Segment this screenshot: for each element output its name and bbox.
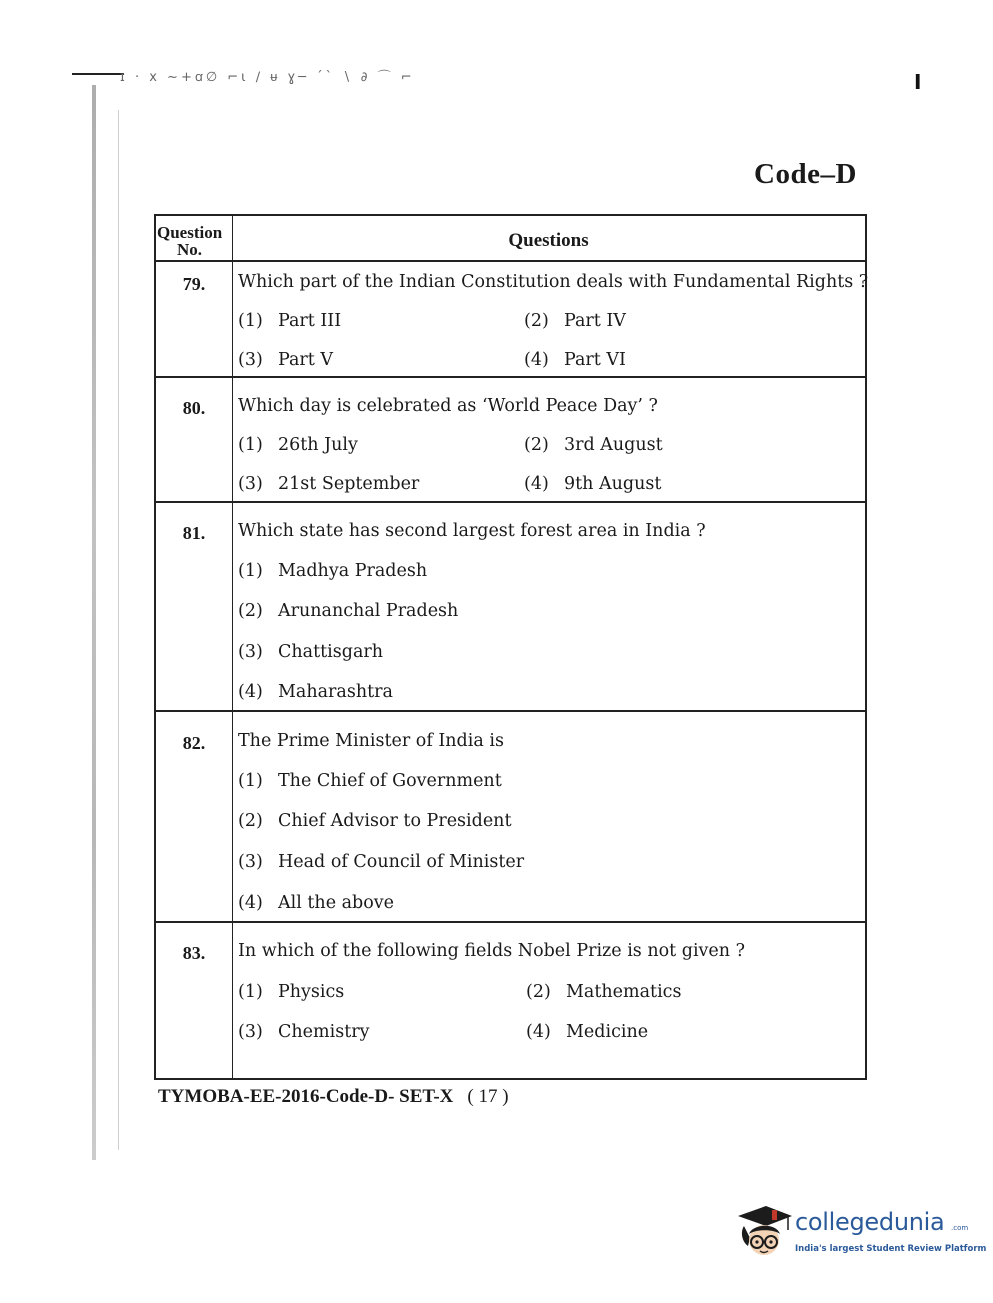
row-divider xyxy=(156,921,865,923)
option-4[interactable] xyxy=(526,1022,648,1042)
option-label: Medicine xyxy=(566,1022,649,1042)
option-number: (1) xyxy=(238,982,263,1002)
option-number: (1) xyxy=(238,435,263,455)
scan-top-rule xyxy=(72,73,124,75)
option-4[interactable] xyxy=(524,474,661,494)
option-4[interactable] xyxy=(238,893,394,913)
option-number: (1) xyxy=(238,771,263,791)
option-3[interactable] xyxy=(238,350,333,370)
row-divider xyxy=(156,501,865,503)
question-number: 82. xyxy=(182,733,206,753)
option-3[interactable] xyxy=(238,852,524,872)
page-mark: I xyxy=(914,70,922,94)
header-no-label: No. xyxy=(177,240,203,259)
option-label: Part IV xyxy=(564,311,626,331)
option-label: Chief Advisor to President xyxy=(278,811,512,831)
option-2[interactable] xyxy=(238,811,512,831)
page-footer xyxy=(158,1086,509,1108)
option-label: Chattisgarh xyxy=(278,642,384,662)
exam-code: TYMOBA-EE-2016-Code-D- SET-X xyxy=(158,1086,454,1107)
scan-binding-shadow xyxy=(92,85,96,1160)
option-number: (1) xyxy=(238,561,263,581)
question-text: The Prime Minister of India is xyxy=(238,731,504,751)
option-number: (2) xyxy=(524,311,549,331)
question-text: In which of the following fields Nobel Prize is not given ? xyxy=(238,941,745,961)
option-label: 21st September xyxy=(278,474,420,494)
student-mascot-icon xyxy=(736,1198,794,1264)
code-title: Code–D xyxy=(754,158,857,190)
faint-header-scribble: ɪ · x ~+ꭤ∅ ⌐ι ∕ ᵾ ɣ─ ˊˋ ∖ ∂ ⌒ ⌐ xyxy=(120,70,415,85)
option-number: (2) xyxy=(238,811,263,831)
option-2[interactable] xyxy=(524,311,626,331)
option-label: Part V xyxy=(278,350,334,370)
option-number: (4) xyxy=(238,893,263,913)
header-divider xyxy=(156,260,865,262)
logo-tagline: India's largest Student Review Platform xyxy=(795,1244,987,1254)
option-label: Head of Council of Minister xyxy=(278,852,525,872)
logo-dotcom: .com xyxy=(951,1224,969,1232)
option-label: Madhya Pradesh xyxy=(278,561,428,581)
option-number: (3) xyxy=(238,642,263,662)
option-1[interactable] xyxy=(238,771,502,791)
option-number: (3) xyxy=(238,1022,263,1042)
logo-wordmark: collegedunia xyxy=(795,1208,945,1236)
column-divider xyxy=(232,216,233,1078)
question-number: 83. xyxy=(182,943,206,963)
option-number: (4) xyxy=(526,1022,551,1042)
option-label: Part VI xyxy=(564,350,626,370)
header-questions: Questions xyxy=(508,230,589,251)
option-number: (4) xyxy=(238,682,263,702)
option-1[interactable] xyxy=(238,311,341,331)
option-number: (4) xyxy=(524,350,549,370)
option-1[interactable] xyxy=(238,561,427,581)
question-text: Which state has second largest forest area in India ? xyxy=(238,521,706,541)
option-label: Maharashtra xyxy=(278,682,393,702)
option-label: Chemistry xyxy=(278,1022,370,1042)
option-label: 9th August xyxy=(564,474,662,494)
row-divider xyxy=(156,710,865,712)
option-label: The Chief of Government xyxy=(278,771,502,791)
option-number: (2) xyxy=(526,982,551,1002)
header-question-label: Question xyxy=(157,223,223,242)
option-3[interactable] xyxy=(238,1022,369,1042)
question-number: 79. xyxy=(182,274,206,294)
option-number: (3) xyxy=(238,350,263,370)
option-2[interactable] xyxy=(526,982,681,1002)
header-question-no xyxy=(156,224,233,258)
question-number: 81. xyxy=(182,523,206,543)
option-number: (2) xyxy=(524,435,549,455)
option-label: Mathematics xyxy=(566,982,682,1002)
option-3[interactable] xyxy=(238,642,383,662)
option-3[interactable] xyxy=(238,474,419,494)
option-2[interactable] xyxy=(524,435,663,455)
page-number: ( 17 ) xyxy=(467,1086,509,1107)
collegedunia-logo[interactable] xyxy=(736,1198,987,1268)
option-4[interactable] xyxy=(524,350,626,370)
option-label: Part III xyxy=(278,311,342,331)
option-number: (3) xyxy=(238,852,263,872)
questions-table xyxy=(154,214,867,1080)
option-number: (3) xyxy=(238,474,263,494)
option-label: 3rd August xyxy=(564,435,663,455)
option-1[interactable] xyxy=(238,982,344,1002)
option-label: 26th July xyxy=(278,435,358,455)
option-1[interactable] xyxy=(238,435,358,455)
option-label: All the above xyxy=(278,893,395,913)
option-number: (1) xyxy=(238,311,263,331)
scan-margin-line xyxy=(118,110,119,1150)
question-number: 80. xyxy=(182,398,206,418)
question-text: Which day is celebrated as ‘World Peace Day’ ? xyxy=(238,396,658,416)
option-number: (4) xyxy=(524,474,549,494)
option-2[interactable] xyxy=(238,601,458,621)
option-4[interactable] xyxy=(238,682,393,702)
option-label: Arunanchal Pradesh xyxy=(278,601,459,621)
option-label: Physics xyxy=(278,982,345,1002)
question-text: Which part of the Indian Constitution deals with Fundamental Rights ? xyxy=(238,272,869,292)
option-number: (2) xyxy=(238,601,263,621)
row-divider xyxy=(156,376,865,378)
